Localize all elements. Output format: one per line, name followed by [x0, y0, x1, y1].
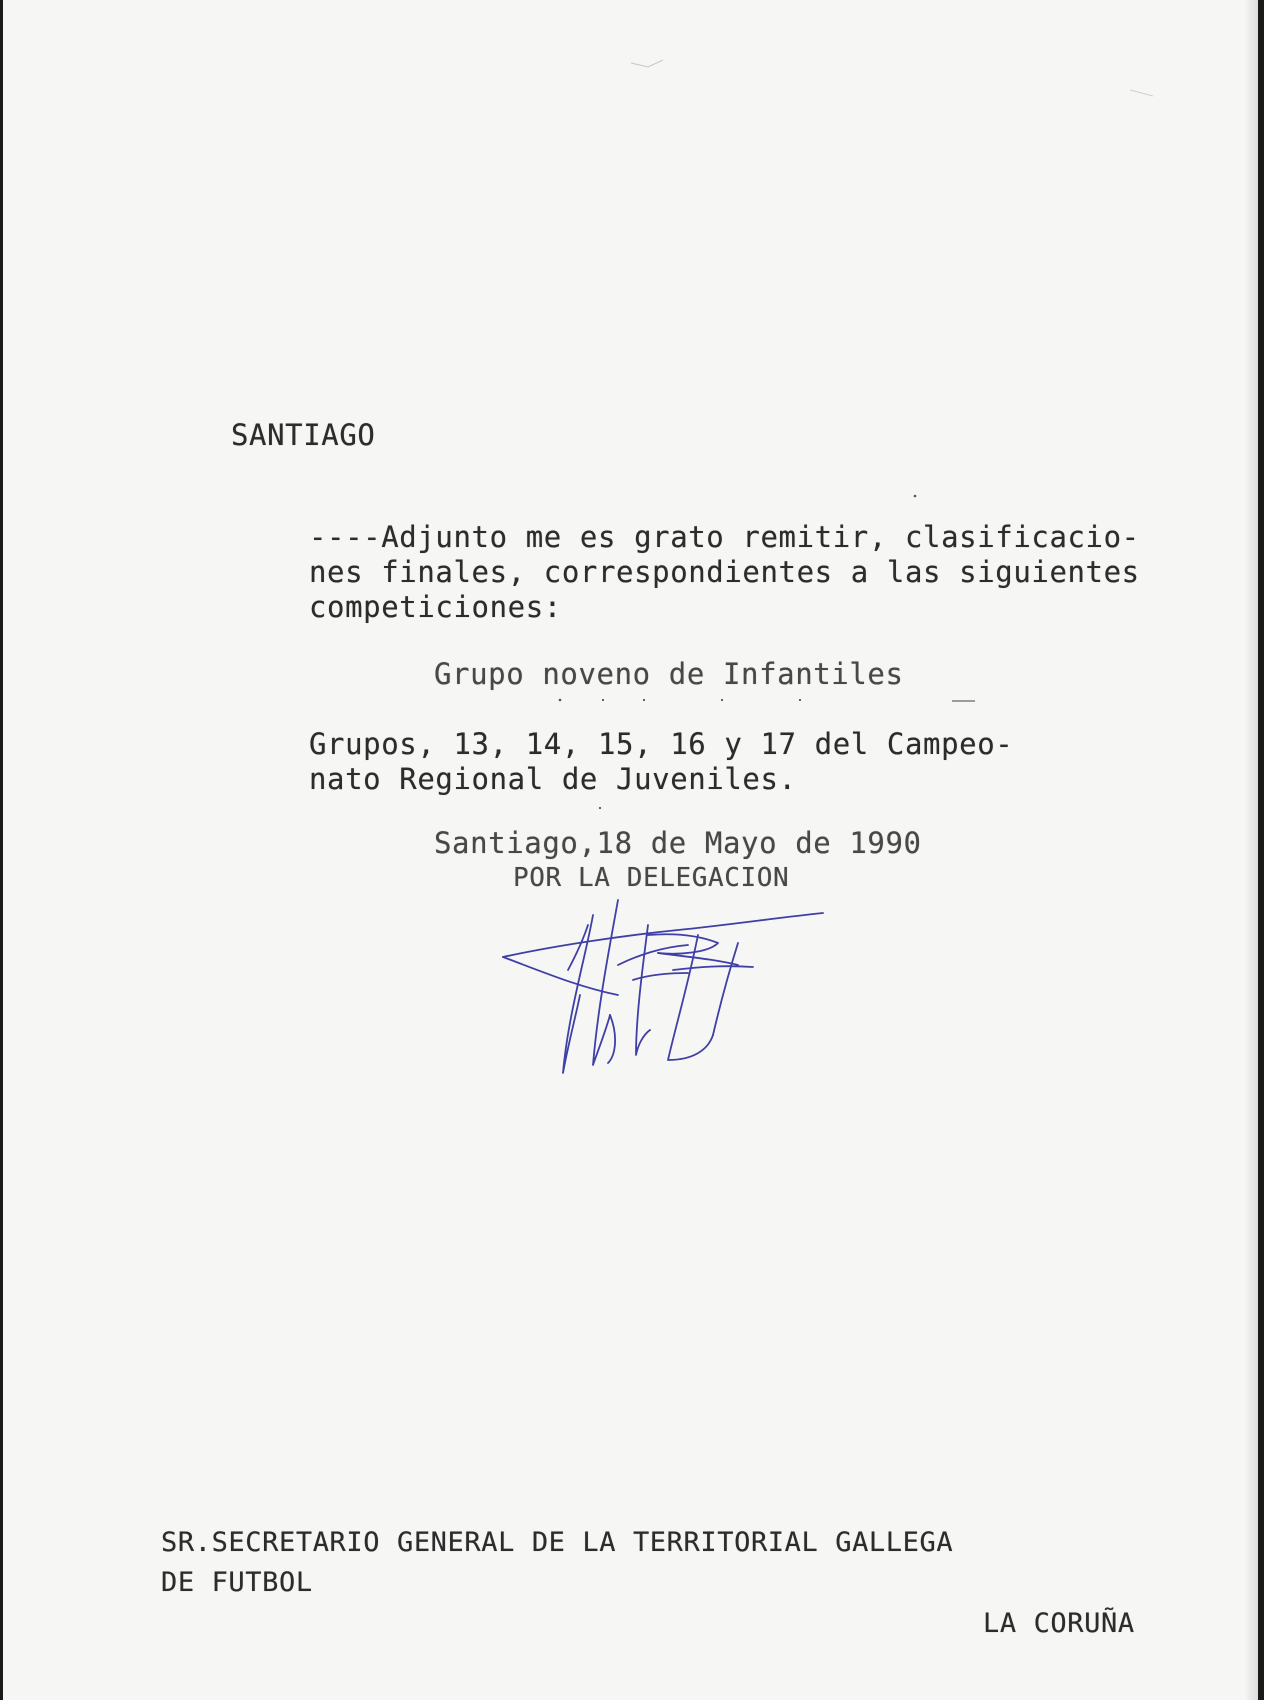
competition-item: Grupo noveno de Infantiles	[434, 657, 904, 691]
handwritten-signature	[498, 895, 828, 1080]
date-line: Santiago,18 de Mayo de 1990	[434, 826, 922, 860]
competition-item: Grupos, 13, 14, 15, 16 y 17 del Campeo- nato Regional de Juveniles.	[309, 727, 1014, 796]
letter-page	[3, 0, 1258, 1700]
footer-addressee: SR.SECRETARIO GENERAL DE LA TERRITORIAL GALLEGA DE FUTBOL	[161, 1527, 954, 1598]
recipient-city: SANTIAGO	[231, 418, 376, 452]
body-paragraph: ----Adjunto me es grato remitir, clasificacio- nes finales, correspondientes a las siguientes competiciones:	[309, 520, 1140, 624]
signer-office: POR LA DELEGACION	[513, 863, 790, 893]
footer-city: LA CORUÑA	[983, 1608, 1135, 1639]
page-edge-shadow	[1244, 0, 1258, 1700]
